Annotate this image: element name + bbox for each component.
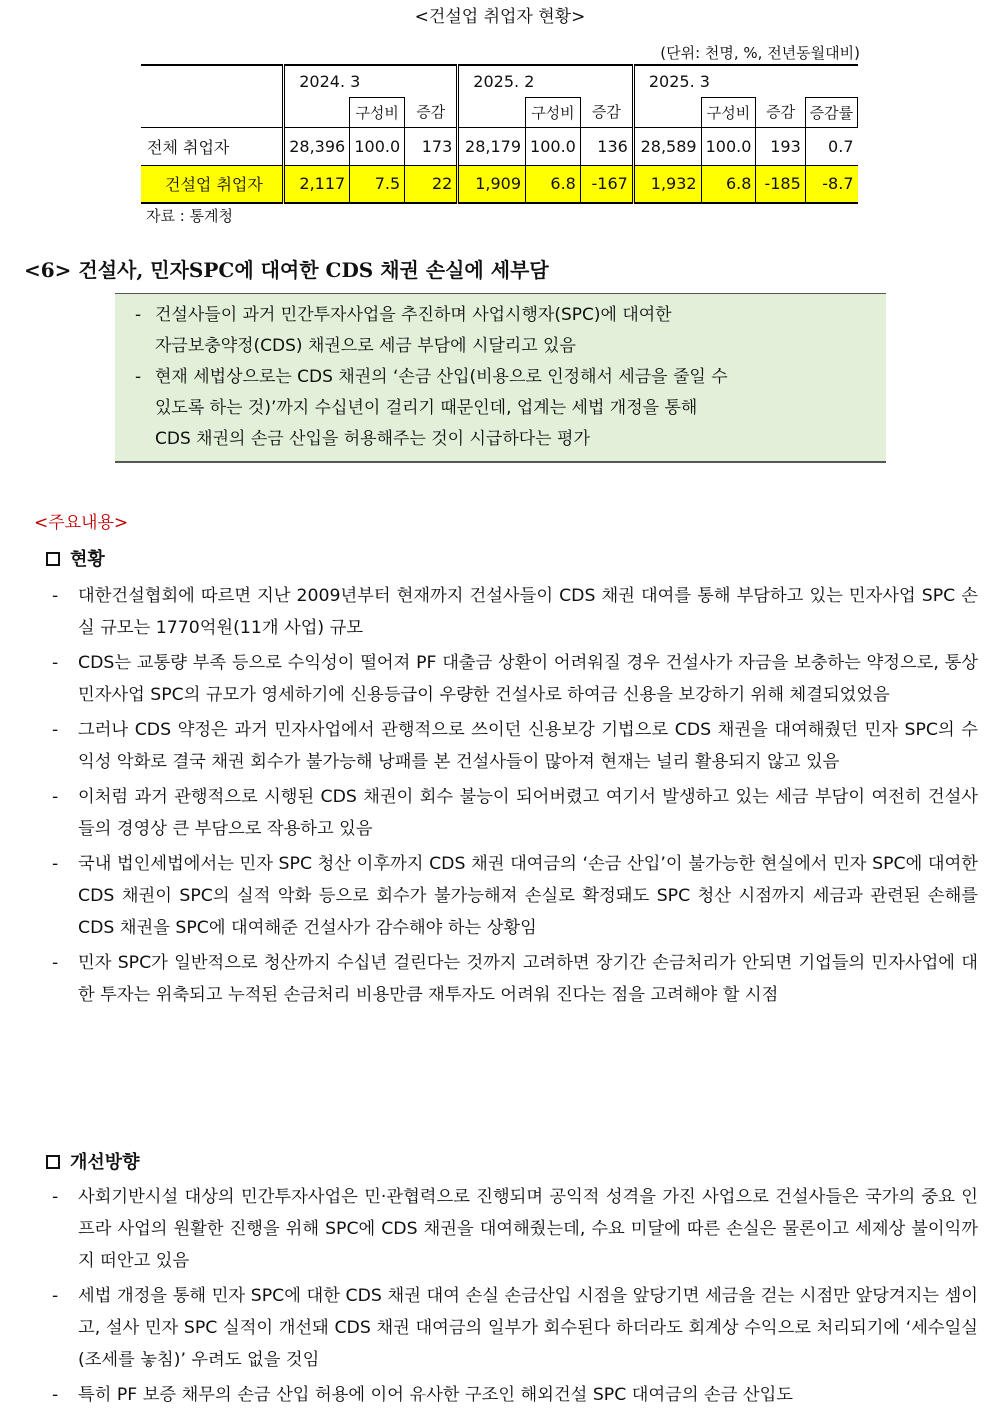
bullet-text: 국내 법인세법에서는 민자 SPC 청산 이후까지 CDS 채권 대여금의 ‘손금 산입’이 불가능한 현실에서 민자 SPC에 대여한 CDS 채권이 SPC의 실적 악화 등으로 회수가 불가능해져 손실로 확정돼도 SPC 청산 시점까지 세금과 관련된 손해를 CDS 채권을 SPC에 대여해준 건설사가 감수해야 하는 상황임 (78, 854, 978, 938)
list-item: - 세법 개정을 통해 민자 SPC에 대한 CDS 채권 대여 손실 손금산입 시점을 앞당기면 세금을 걷는 시점만 앞당겨지는 셈이고, 설사 민자 SPC 실적이 개선돼 CDS 채권 대여금의 일부가 회수된다 하더라도 회계상 수익으로 처리되기에 ‘세수일실(조세를 놓침)’ 우려도 없을 것임 (52, 1280, 978, 1376)
bullet-text: 세법 개정을 통해 민자 SPC에 대한 CDS 채권 대여 손실 손금산입 시점을 앞당기면 세금을 걷는 시점만 앞당겨지는 셈이고, 설사 민자 SPC 실적이 개선돼 CDS 채권 대여금의 일부가 회수된다 하더라도 회계상 수익으로 처리되기에 ‘세수일실(조세를 놓침)’ 우려도 없을 것임 (78, 1286, 978, 1370)
section-heading-status (46, 545, 105, 571)
section-title: <6> 건설사, 민자SPC에 대여한 CDS 채권 손실에 세부담 (24, 258, 549, 282)
row-label: 건설업 취업자 (141, 165, 284, 203)
table-source: 자료 : 통계청 (146, 207, 234, 225)
period-header: 2025. 3 (633, 65, 857, 97)
bullet-text: 특히 PF 보증 채무의 손금 산입 허용에 이어 유사한 구조인 해외건설 SPC 대여금의 손금 산입도 (78, 1385, 794, 1405)
header-blank (458, 97, 526, 127)
share-header: 구성비 (526, 97, 581, 127)
rate-header: 증감률 (805, 97, 857, 127)
change-cell: -185 (756, 165, 805, 203)
change-header: 증감 (580, 97, 633, 127)
section-heading-label: 현황 (70, 549, 105, 570)
table-unit-note: (단위: 천명, %, 전년동월대비) (660, 44, 860, 62)
summary-text: 건설사들이 과거 민간투자사업을 추진하며 사업시행자(SPC)에 대여한 자금보충약정(CDS) 채권으로 세금 부담에 시달리고 있음 (155, 305, 672, 356)
bullet-text: 대한건설협회에 따르면 지난 2009년부터 현재까지 건설사들이 CDS 채권 대여를 통해 부담하고 있는 민자사업 SPC 손실 규모는 1770억원(11개 사업) 규모 (78, 586, 978, 638)
summary-box (115, 293, 886, 463)
summary-item (135, 362, 872, 455)
header-corner (141, 65, 284, 127)
table-title: <건설업 취업자 현황> (414, 7, 586, 27)
bullet-text: 이처럼 과거 관행적으로 시행된 CDS 채권이 회수 불능이 되어버렸고 여기서 발생하고 있는 세금 부담이 여전히 건설사들의 경영상 큰 부담으로 작용하고 있음 (78, 787, 978, 839)
share-cell: 100.0 (350, 127, 405, 165)
status-bullet-list (52, 580, 978, 1014)
list-item: - 민자 SPC가 일반적으로 청산까지 수십년 걸린다는 것까지 고려하면 장기간 손금처리가 안되면 기업들의 민자사업에 대한 투자는 위축되고 누적된 손금처리 비용만큼 재투자도 어려워 진다는 점을 고려해야 할 시점 (52, 947, 978, 1011)
improvement-bullet-list (52, 1181, 978, 1414)
header-blank (633, 97, 701, 127)
value-cell: 2,117 (284, 165, 350, 203)
share-header: 구성비 (701, 97, 756, 127)
summary-item (135, 300, 872, 362)
dash-marker: - (135, 305, 142, 325)
header-blank (284, 97, 350, 127)
section-heading-label: 개선방향 (70, 1152, 140, 1173)
list-item: - 국내 법인세법에서는 민자 SPC 청산 이후까지 CDS 채권 대여금의 ‘손금 산입’이 불가능한 현실에서 민자 SPC에 대여한 CDS 채권이 SPC의 실적 악화 등으로 회수가 불가능해져 손실로 확정돼도 SPC 청산 시점까지 세금과 관련된 손해를 CDS 채권을 SPC에 대여해준 건설사가 감수해야 하는 상황임 (52, 848, 978, 944)
bullet-text: 그러나 CDS 약정은 과거 민자사업에서 관행적으로 쓰이던 신용보강 기법으로 CDS 채권을 대여해줬던 민자 SPC의 수익성 악화로 결국 채권 회수가 불가능해 낭패를 본 건설사들이 많아져 현재는 널리 활용되지 않고 있음 (78, 720, 978, 772)
list-item: - 그러나 CDS 약정은 과거 민자사업에서 관행적으로 쓰이던 신용보강 기법으로 CDS 채권을 대여해줬던 민자 SPC의 수익성 악화로 결국 채권 회수가 불가능해 낭패를 본 건설사들이 많아져 현재는 널리 활용되지 않고 있음 (52, 714, 978, 778)
change-cell: 193 (756, 127, 805, 165)
period-header: 2025. 2 (458, 65, 634, 97)
employment-table (141, 64, 858, 204)
row-label: 전체 취업자 (141, 127, 284, 165)
share-cell: 6.8 (526, 165, 581, 203)
list-item: - 특히 PF 보증 채무의 손금 산입 허용에 이어 유사한 구조인 해외건설 SPC 대여금의 손금 산입도 (52, 1379, 978, 1411)
bullet-text: CDS는 교통량 부족 등으로 수익성이 떨어져 PF 대출금 상환이 어려워질 경우 건설사가 자금을 보충하는 약정으로, 통상 민자사업 SPC의 규모가 영세하기에 신용등급이 우량한 건설사로 하여금 신용을 보강하기 위해 체결되었었음 (78, 653, 978, 705)
share-cell: 6.8 (701, 165, 756, 203)
main-content-heading: <주요내용> (34, 513, 129, 533)
section-heading-improvement (46, 1148, 140, 1174)
list-item: - CDS는 교통량 부족 등으로 수익성이 떨어져 PF 대출금 상환이 어려워질 경우 건설사가 자금을 보충하는 약정으로, 통상 민자사업 SPC의 규모가 영세하기에 신용등급이 우량한 건설사로 하여금 신용을 보강하기 위해 체결되었었음 (52, 647, 978, 711)
change-header: 증감 (405, 97, 458, 127)
change-cell: 136 (580, 127, 633, 165)
summary-text: 현재 세법상으로는 CDS 채권의 ‘손금 산입(비용으로 인정해서 세금을 줄일 수 있도록 하는 것)’까지 수십년이 걸리기 때문인데, 업계는 세법 개정을 통해 CDS 채권의 손금 산입을 허용해주는 것이 시급하다는 평가 (155, 367, 728, 449)
list-item: - 사회기반시설 대상의 민간투자사업은 민·관협력으로 진행되며 공익적 성격을 가진 사업으로 건설사들은 국가의 중요 인프라 사업의 원활한 진행을 위해 SPC에 CDS 채권을 대여해줬는데, 수요 미달에 따른 손실은 물론이고 세제상 불이익까지 떠안고 있음 (52, 1181, 978, 1277)
table-row-highlighted (141, 165, 858, 203)
checkbox-square-icon (46, 1155, 60, 1169)
change-header: 증감 (756, 97, 805, 127)
list-item: - 대한건설협회에 따르면 지난 2009년부터 현재까지 건설사들이 CDS 채권 대여를 통해 부담하고 있는 민자사업 SPC 손실 규모는 1770억원(11개 사업) 규모 (52, 580, 978, 644)
value-cell: 28,589 (633, 127, 701, 165)
change-cell: 22 (405, 165, 458, 203)
rate-cell: 0.7 (805, 127, 857, 165)
rate-cell: -8.7 (805, 165, 857, 203)
period-header: 2024. 3 (284, 65, 458, 97)
list-item: - 이처럼 과거 관행적으로 시행된 CDS 채권이 회수 불능이 되어버렸고 여기서 발생하고 있는 세금 부담이 여전히 건설사들의 경영상 큰 부담으로 작용하고 있음 (52, 781, 978, 845)
value-cell: 1,932 (633, 165, 701, 203)
value-cell: 1,909 (458, 165, 526, 203)
change-cell: -167 (580, 165, 633, 203)
dash-marker: - (135, 367, 142, 387)
bullet-text: 민자 SPC가 일반적으로 청산까지 수십년 걸린다는 것까지 고려하면 장기간 손금처리가 안되면 기업들의 민자사업에 대한 투자는 위축되고 누적된 손금처리 비용만큼 재투자도 어려워 진다는 점을 고려해야 할 시점 (78, 953, 978, 1005)
value-cell: 28,179 (458, 127, 526, 165)
share-cell: 100.0 (701, 127, 756, 165)
table-row (141, 127, 858, 165)
change-cell: 173 (405, 127, 458, 165)
share-cell: 7.5 (350, 165, 405, 203)
share-header: 구성비 (350, 97, 405, 127)
share-cell: 100.0 (526, 127, 581, 165)
bullet-text: 사회기반시설 대상의 민간투자사업은 민·관협력으로 진행되며 공익적 성격을 가진 사업으로 건설사들은 국가의 중요 인프라 사업의 원활한 진행을 위해 SPC에 CDS 채권을 대여해줬는데, 수요 미달에 따른 손실은 물론이고 세제상 불이익까지 떠안고 있음 (78, 1187, 978, 1271)
checkbox-square-icon (46, 552, 60, 566)
value-cell: 28,396 (284, 127, 350, 165)
